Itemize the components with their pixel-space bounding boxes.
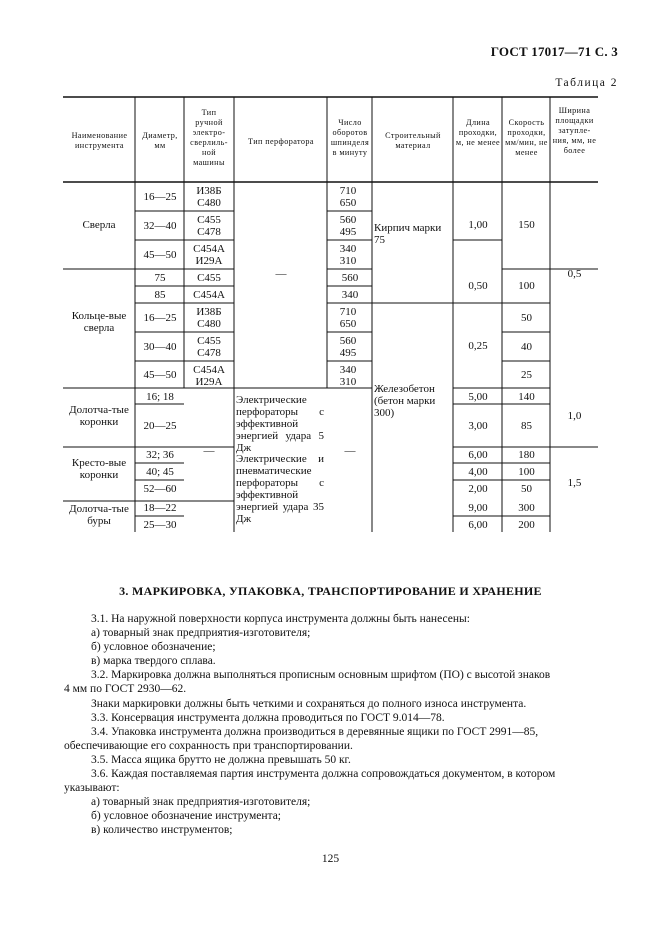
list-item: б) условное обозначение; — [91, 641, 216, 653]
list-item: а) товарный знак предприятия-изготовителя; — [91, 796, 311, 808]
speed-cell: 50 — [521, 483, 532, 495]
diameter-cell: 18—22 — [143, 502, 177, 514]
perforator-type-2: Электрические и пневматические перфораторы с эффективной энергией удара 35 Дж — [236, 453, 324, 525]
speed-cell: 25 — [521, 369, 532, 381]
length-cell: 6,00 — [468, 519, 488, 531]
length-cell: 1,00 — [468, 219, 488, 231]
page-header: ГОСТ 17017—71 С. 3 — [490, 44, 618, 59]
paragraph: 3.5. Масса ящика брутто не должна превышать 50 кг. — [91, 754, 351, 766]
rpm-cell: 560 495 — [339, 214, 357, 238]
length-cell: 2,00 — [468, 483, 488, 495]
speed-cell: 100 — [518, 280, 535, 292]
list-item: б) условное обозначение инструмента; — [91, 810, 281, 822]
speed-cell: 50 — [521, 312, 532, 324]
th-rpm: Число оборотов шпинделя в минуту — [330, 118, 370, 157]
section-title: 3. МАРКИРОВКА, УПАКОВКА, ТРАНСПОРТИРОВАНИЕ И ХРАНЕНИЕ — [119, 584, 542, 598]
length-cell: 5,00 — [468, 391, 488, 403]
diameter-cell: 16—25 — [143, 191, 177, 203]
diameter-cell: 16; 18 — [146, 391, 174, 403]
th-speed: Скорость проходки, мм/мин, не менее — [505, 118, 548, 157]
paragraph: 3.2. Маркировка должна выполняться прописным основным шрифтом (ПО) с высотой знаков — [91, 669, 551, 681]
th-perforator: Тип перфоратора — [248, 137, 314, 146]
paragraph: 3.4. Упаковка инструмента должна производиться в деревянные ящики по ГОСТ 2991—85, — [91, 726, 539, 738]
diameter-cell: 75 — [154, 272, 166, 284]
th-width: Ширина площадки затупле-ния, мм, не более — [552, 106, 597, 155]
width-cell: 0,5 — [567, 268, 582, 280]
paragraph: 4 мм по ГОСТ 2930—62. — [64, 683, 187, 695]
diameter-cell: 85 — [154, 289, 166, 301]
th-length: Длина проходки, м, не менее — [455, 118, 501, 147]
speed-cell: 300 — [518, 502, 535, 514]
diameter-cell: 52—60 — [143, 483, 177, 495]
tool-name: Кольце-вые сверла — [71, 310, 127, 334]
speed-cell: 40 — [521, 341, 532, 353]
th-material: Строительный материал — [385, 131, 441, 150]
material-brick: Кирпич марки 75 — [374, 222, 442, 246]
machine-type-cell: С455 С478 — [197, 214, 221, 238]
length-cell: 4,00 — [468, 466, 488, 478]
rpm-cell: 340 — [341, 289, 359, 301]
paragraph: Знаки маркировки должны быть четкими и сохраняться до полного износа инструмента. — [91, 698, 527, 710]
tool-name: Долотча-тые коронки — [69, 404, 129, 428]
paragraph: указывают: — [64, 782, 120, 794]
tool-name: Кресто-вые коронки — [71, 457, 127, 481]
paragraph: 3.6. Каждая поставляемая партия инструмента должна сопровождаться документом, в котором — [91, 768, 556, 780]
speed-cell: 85 — [521, 420, 532, 432]
machine-type-dash: — — [203, 445, 215, 457]
tool-name: Долотча-тые буры — [69, 503, 129, 527]
width-cell: 1,0 — [567, 410, 582, 422]
paragraph: 3.3. Консервация инструмента должна проводиться по ГОСТ 9.014—78. — [91, 712, 445, 724]
width-cell: 1,5 — [567, 477, 582, 489]
th-diameter: Диаметр, мм — [142, 131, 178, 150]
rpm-cell: 560 — [341, 272, 359, 284]
machine-type-cell: С455 — [197, 272, 221, 284]
machine-type-cell: С454А И29А — [193, 243, 225, 267]
diameter-cell: 32—40 — [143, 220, 177, 232]
machine-type-cell: И38Б С480 — [196, 185, 222, 209]
diameter-cell: 40; 45 — [146, 466, 174, 478]
rpm-cell: 340 310 — [339, 243, 357, 267]
speed-cell: 180 — [518, 449, 535, 461]
material-concrete: Железобетон (бетон марки 300) — [374, 383, 436, 419]
paragraph: обеспечивающие его сохранность при транспортировании. — [64, 740, 353, 752]
diameter-cell: 45—50 — [143, 249, 177, 261]
list-item: в) количество инструментов; — [91, 824, 233, 836]
page-number: 125 — [321, 853, 340, 865]
speed-cell: 150 — [518, 219, 535, 231]
speed-cell: 200 — [518, 519, 535, 531]
length-cell: 9,00 — [468, 502, 488, 514]
rpm-cell: 710 650 — [339, 306, 357, 330]
th-tool-name: Наименование инструмента — [71, 131, 128, 150]
length-cell: 6,00 — [468, 449, 488, 461]
rpm-cell: 340 310 — [339, 364, 357, 388]
machine-type-cell: С454А И29А — [193, 364, 225, 388]
th-machine-type: Тип ручной электро-сверлиль-ной машины — [190, 108, 228, 167]
speed-cell: 100 — [518, 466, 535, 478]
diameter-cell: 16—25 — [143, 312, 177, 324]
length-cell: 0,25 — [468, 340, 488, 352]
rpm-dash: — — [344, 445, 356, 457]
machine-type-cell: С454А — [193, 289, 225, 301]
paragraph: 3.1. На наружной поверхности корпуса инструмента должны быть нанесены: — [91, 613, 470, 625]
diameter-cell: 30—40 — [143, 341, 177, 353]
diameter-cell: 25—30 — [143, 519, 177, 531]
list-item: в) марка твердого сплава. — [91, 655, 216, 667]
diameter-cell: 45—50 — [143, 369, 177, 381]
tool-name: Сверла — [82, 219, 116, 231]
perforator-dash: — — [275, 268, 287, 280]
diameter-cell: 32; 36 — [146, 449, 174, 461]
machine-type-cell: С455 С478 — [197, 335, 221, 359]
table-caption: Таблица 2 — [555, 77, 618, 89]
length-cell: 0,50 — [468, 280, 488, 292]
rpm-cell: 560 495 — [339, 335, 357, 359]
diameter-cell: 20—25 — [143, 420, 177, 432]
perforator-type-1: Электрические перфораторы с эффективной энергией удара 5 Дж — [236, 394, 324, 454]
machine-type-cell: И38Б С480 — [196, 306, 222, 330]
speed-cell: 140 — [518, 391, 535, 403]
list-item: а) товарный знак предприятия-изготовителя; — [91, 627, 311, 639]
length-cell: 3,00 — [468, 420, 488, 432]
rpm-cell: 710 650 — [339, 185, 357, 209]
